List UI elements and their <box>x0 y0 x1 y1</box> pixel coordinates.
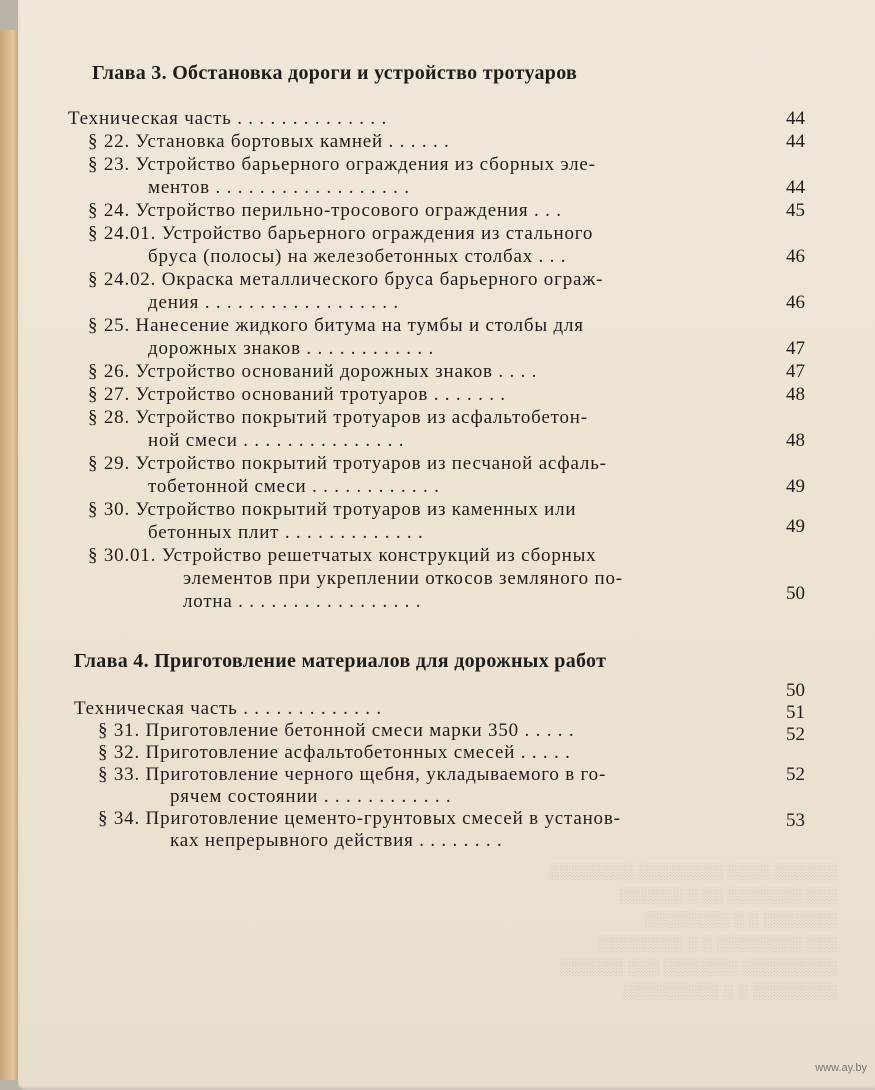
toc-line: § 34. Приготовление цементо-грунтовых смесей в установ- <box>98 808 621 829</box>
toc-line: дорожных знаков . . . . . . . . . . . . <box>148 338 435 359</box>
toc-page-number: 47 <box>786 338 805 359</box>
toc-line: Техническая часть . . . . . . . . . . . . . <box>74 698 382 719</box>
toc-line: ной смеси . . . . . . . . . . . . . . . <box>148 430 405 451</box>
toc-line: § 30.01. Устройство решетчатых конструкций из сборных <box>88 545 597 566</box>
toc-line: дения . . . . . . . . . . . . . . . . . . <box>148 292 399 313</box>
chapter-4-title: Глава 4. Приготовление материалов для дорожных работ <box>74 650 607 672</box>
toc-line: § 27. Устройство оснований тротуаров . . . . . . . <box>88 384 506 405</box>
toc-line: тобетонной смеси . . . . . . . . . . . . <box>148 476 440 497</box>
watermark: www.ay.by <box>815 1062 867 1074</box>
toc-page-number: 46 <box>786 292 805 313</box>
book-page <box>18 0 875 1090</box>
toc-line: § 23. Устройство барьерного ограждения из сборных эле- <box>88 154 596 175</box>
toc-page-number: 44 <box>786 177 805 198</box>
toc-page-number: 44 <box>786 108 805 129</box>
toc-line: § 22. Установка бортовых камней . . . . . . <box>88 131 450 152</box>
toc-page-number: 50 <box>786 583 805 604</box>
toc-page-number: 48 <box>786 430 805 451</box>
toc-line: лотна . . . . . . . . . . . . . . . . . <box>183 591 422 612</box>
toc-line: § 30. Устройство покрытий тротуаров из каменных или <box>88 499 577 520</box>
toc-line: § 25. Нанесение жидкого битума на тумбы и столбы для <box>88 315 584 336</box>
toc-line: Техническая часть . . . . . . . . . . . . . . <box>68 108 388 129</box>
toc-line: § 32. Приготовление асфальтобетонных смесей . . . . . <box>98 742 571 763</box>
toc-page-number: 51 <box>786 702 805 723</box>
toc-page-number: 48 <box>786 384 805 405</box>
toc-line: элементов при укреплении откосов земляного по- <box>183 568 623 589</box>
toc-page-number: 52 <box>786 764 805 785</box>
toc-page-number: 47 <box>786 361 805 382</box>
toc-page-number: 44 <box>786 131 805 152</box>
toc-line: рячем состоянии . . . . . . . . . . . . <box>170 786 452 807</box>
toc-line: § 29. Устройство покрытий тротуаров из песчаной асфаль- <box>88 453 607 474</box>
toc-line: ментов . . . . . . . . . . . . . . . . . . <box>148 177 410 198</box>
toc-line: бруса (полосы) на железобетонных столбах . . . <box>148 246 567 267</box>
toc-line: § 24. Устройство перильно-тросового ограждения . . . <box>88 200 562 221</box>
chapter-3-title: Глава 3. Обстановка дороги и устройство тротуаров <box>92 62 578 84</box>
toc-page-number: 53 <box>786 810 805 831</box>
toc-line: § 24.01. Устройство барьерного ограждения из стального <box>88 223 594 244</box>
show-through-text: ░░░░░░ ░░░░ ░░░░░░░░ ░░░░░░░░ ░░░ ░░░░░░░ ░░ ░ ░░░░░░ ░░░░░░░ ░ ░ ░░░░░░░░ ░░░ ░░░░░░░░ ░ ░ ░░░░░░░░ ░░░░░░░░░ ░░░░░░░ ░░░ ░░░░░░ ░░░░░░░░ ░ ░ ░░░░░░░░░ <box>549 863 838 1000</box>
toc-line: бетонных плит . . . . . . . . . . . . . <box>148 522 424 543</box>
toc-page-number: 52 <box>786 724 805 745</box>
toc-line: ках непрерывного действия . . . . . . . . <box>170 830 503 851</box>
toc-page-number: 49 <box>786 476 805 497</box>
toc-line: § 28. Устройство покрытий тротуаров из асфальтобетон- <box>88 407 588 428</box>
toc-page-number: 49 <box>786 516 805 537</box>
toc-page-number: 45 <box>786 200 805 221</box>
toc-line: § 33. Приготовление черного щебня, укладываемого в го- <box>98 764 607 785</box>
toc-line: § 26. Устройство оснований дорожных знаков . . . . <box>88 361 538 382</box>
toc-page-number: 46 <box>786 246 805 267</box>
toc-line: § 24.02. Окраска металлического бруса барьерного ограж- <box>88 269 604 290</box>
toc-page-number: 50 <box>786 680 805 701</box>
toc-line: § 31. Приготовление бетонной смеси марки 350 . . . . . <box>98 720 575 741</box>
